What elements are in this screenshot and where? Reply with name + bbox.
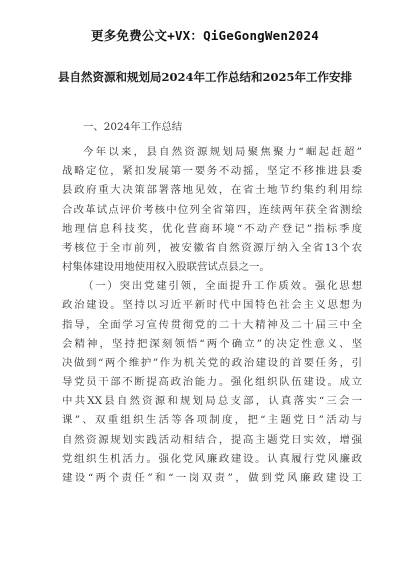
document-title: 县自然资源和规划局2024年工作总结和2025年工作安排 xyxy=(57,70,352,84)
paragraph-line: （一）突出党建引领，全面提升工作质效。强化思想 xyxy=(83,280,362,293)
section-heading: 一、2024年工作总结 xyxy=(83,121,183,133)
paragraph-line: 考核位于全市前列，被安徽省自然资源厅纳入全省13个农 xyxy=(62,241,362,254)
paragraph-line: 自然资源规划实践活动相结合，提高主题党日实效，增强 xyxy=(62,433,362,446)
paragraph-line: 建设“两个责任”和“一岗双责”，做到党风廉政建设工 xyxy=(62,471,362,484)
paragraph-line: 今年以来，县自然资源规划局聚焦聚力“崛起赶超” xyxy=(83,146,362,159)
paragraph-line: 决做到“两个维护”作为机关党的政治建设的首要任务，引 xyxy=(62,356,362,369)
paragraph-line: 村集体建设用地使用权入股联营试点县之一。 xyxy=(62,261,270,274)
paragraph-party-building xyxy=(62,277,362,488)
paragraph-line: 课”、双重组织生活等各项制度，把“主题党日”活动与 xyxy=(62,414,362,427)
paragraph-line: 中共XX县自然资源和规划局总支部，认真落实“三会一 xyxy=(62,395,362,408)
paragraph-summary xyxy=(62,143,362,277)
paragraph-line: 战略定位，紧扣发展第一要务不动摇，坚定不移推进县委 xyxy=(62,165,362,178)
paragraph-line: 地理信息科技奖，优化营商环境“不动产登记”指标季度 xyxy=(62,222,362,235)
paragraph-line: 政治建设。坚持以习近平新时代中国特色社会主义思想为 xyxy=(62,299,362,312)
watermark-header: 更多免费公文+VX：QiGeGongWen2024 xyxy=(91,28,319,43)
paragraph-line: 合改革试点评价考核中位列全省第四，连续两年获全省测绘 xyxy=(62,203,362,216)
paragraph-line: 导党员干部不断提高政治能力。强化组织队伍建设。成立 xyxy=(62,376,362,389)
paragraph-line: 县政府重大决策部署落地见效，在省土地节约集约利用综 xyxy=(62,184,362,197)
document-body xyxy=(62,118,362,488)
paragraph-line: 指导，全面学习宣传贯彻党的二十大精神及二十届三中全 xyxy=(62,318,362,331)
paragraph-line: 党组织生机活力。强化党风廉政建设。认真履行党风廉政 xyxy=(62,452,362,465)
paragraph-line: 会精神，坚持把深刻领悟“两个确立”的决定性意义、坚 xyxy=(62,337,362,350)
